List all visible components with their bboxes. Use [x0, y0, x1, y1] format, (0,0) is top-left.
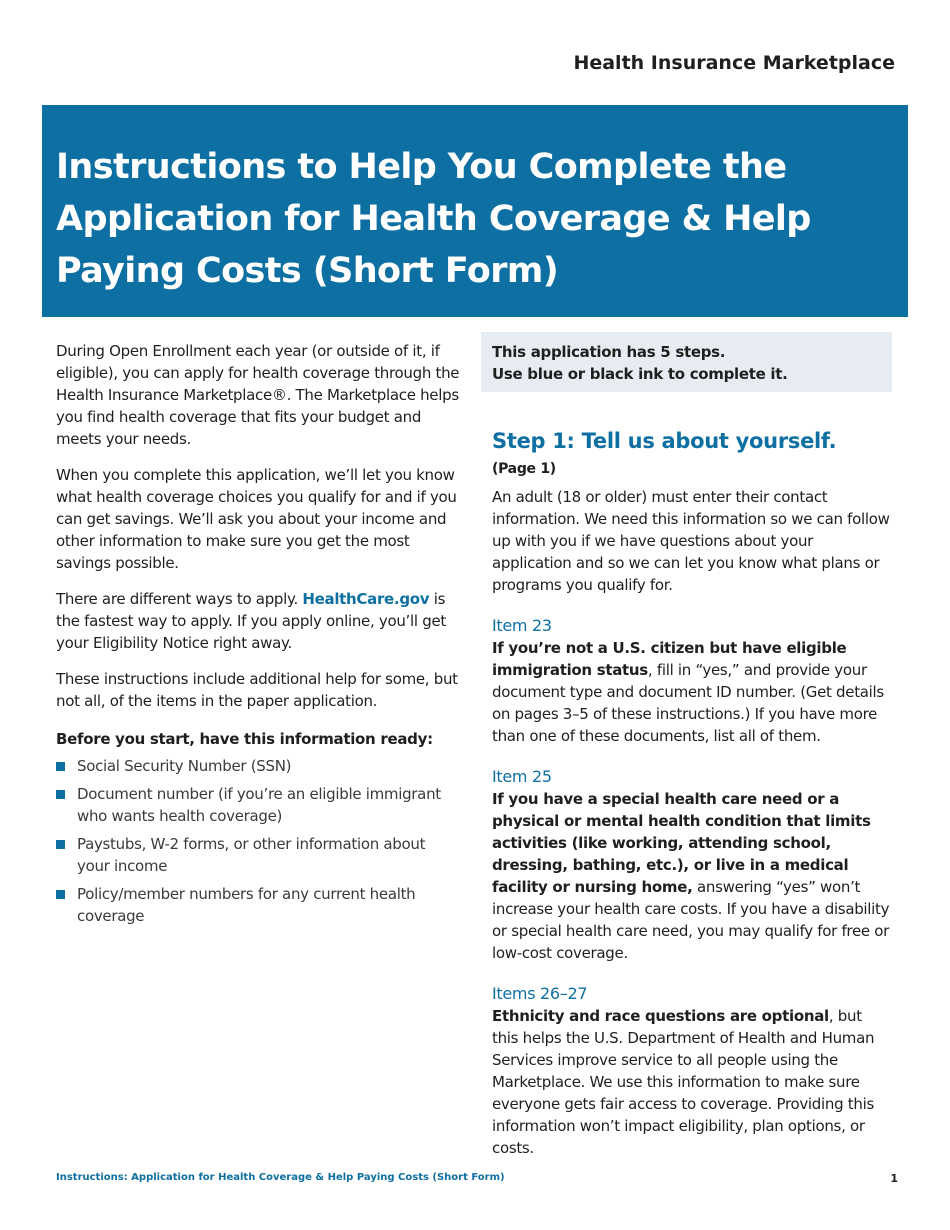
item-23-title: Item 23	[492, 616, 552, 635]
items-26-27-bold: Ethnicity and race questions are optional	[492, 1007, 829, 1025]
intro-paragraph-3-start: There are different ways to apply.	[56, 590, 303, 608]
checklist-heading: Before you start, have this information ready:	[56, 730, 433, 748]
steps-callout	[481, 332, 892, 392]
items-26-27-text	[492, 1005, 892, 1159]
intro-paragraph-1: During Open Enrollment each year (or outside of it, if eligible), you can apply for health coverage through the Health Insurance Marketplace®. The Marketplace helps you find health coverage that fits your budget and meets your needs.	[56, 342, 460, 448]
bullet-square-icon	[56, 890, 65, 899]
step-1-section	[492, 424, 892, 1159]
list-item	[56, 783, 461, 827]
page-title: Instructions to Help You Complete the Application for Health Coverage & Help Paying Costs (Short Form)	[56, 147, 811, 291]
list-item-text: Social Security Number (SSN)	[77, 757, 292, 775]
item-23-rest: , fill in “yes,” and provide your document type and document ID number. (Get details on pages 3–5 of these instructions.) If you have more than one of these documents, list all of them.	[492, 661, 884, 745]
intro-paragraph-3-end: is the fastest way to apply. If you apply online, you’ll get your Eligibility Notice right away.	[56, 590, 446, 652]
checklist	[56, 755, 461, 927]
list-item-text: Policy/member numbers for any current health coverage	[77, 885, 416, 925]
bullet-square-icon	[56, 840, 65, 849]
title-banner	[42, 105, 908, 317]
list-item	[56, 833, 461, 877]
callout-line-2: Use blue or black ink to complete it.	[492, 365, 788, 383]
page-number: 1	[890, 1172, 898, 1185]
callout-line-1: This application has 5 steps.	[492, 343, 726, 361]
list-item	[56, 755, 461, 777]
item-23-bold: If you’re not a U.S. citizen but have eligible immigration status	[492, 639, 847, 679]
intro-paragraph-4: These instructions include additional help for some, but not all, of the items in the paper application.	[56, 670, 458, 710]
items-26-27-title: Items 26–27	[492, 984, 588, 1003]
list-item	[56, 883, 461, 927]
step-1-label: Step 1:	[492, 429, 575, 453]
item-25-title: Item 25	[492, 767, 552, 786]
step-1-title: Tell us about yourself.	[574, 429, 837, 453]
step-1-page-ref: (Page 1)	[492, 461, 556, 477]
intro-column	[56, 340, 461, 933]
marketplace-brand: Health Insurance Marketplace	[573, 52, 895, 74]
item-25-bold: If you have a special health care need or a physical or mental health condition that limits activities (like working, attending school, dressing, bathing, etc.), or live in a medical facility or nursing home,	[492, 790, 871, 896]
healthcare-gov-link[interactable]: HealthCare.gov	[302, 590, 430, 608]
items-26-27-rest: , but this helps the U.S. Department of Health and Human Services improve service to all people using the Marketplace. We use this information to make sure everyone gets fair access to coverage. Providing this information won’t impact eligibility, plan options, or costs.	[492, 1007, 875, 1157]
list-item-text: Document number (if you’re an eligible immigrant who wants health coverage)	[77, 785, 441, 825]
bullet-square-icon	[56, 790, 65, 799]
bullet-square-icon	[56, 762, 65, 771]
footer-title: Instructions: Application for Health Coverage & Help Paying Costs (Short Form)	[56, 1172, 505, 1183]
list-item-text: Paystubs, W-2 forms, or other information about your income	[77, 835, 426, 875]
item-25-rest: answering “yes” won’t increase your health care costs. If you have a disability or special health care need, you may qualify for free or low-cost coverage.	[492, 878, 890, 962]
item-23-text	[492, 637, 892, 747]
intro-paragraph-3	[56, 588, 461, 654]
step-1-heading	[492, 424, 892, 458]
intro-paragraph-2: When you complete this application, we’ll let you know what health coverage choices you qualify for and if you can get savings. We’ll ask you about your income and other information to make sure you get the most savings possible.	[56, 466, 457, 572]
item-25-text	[492, 788, 892, 964]
step-1-body: An adult (18 or older) must enter their contact information. We need this information so we can follow up with you if we have questions about your application and so we can let you know what plans or programs you qualify for.	[492, 488, 890, 594]
